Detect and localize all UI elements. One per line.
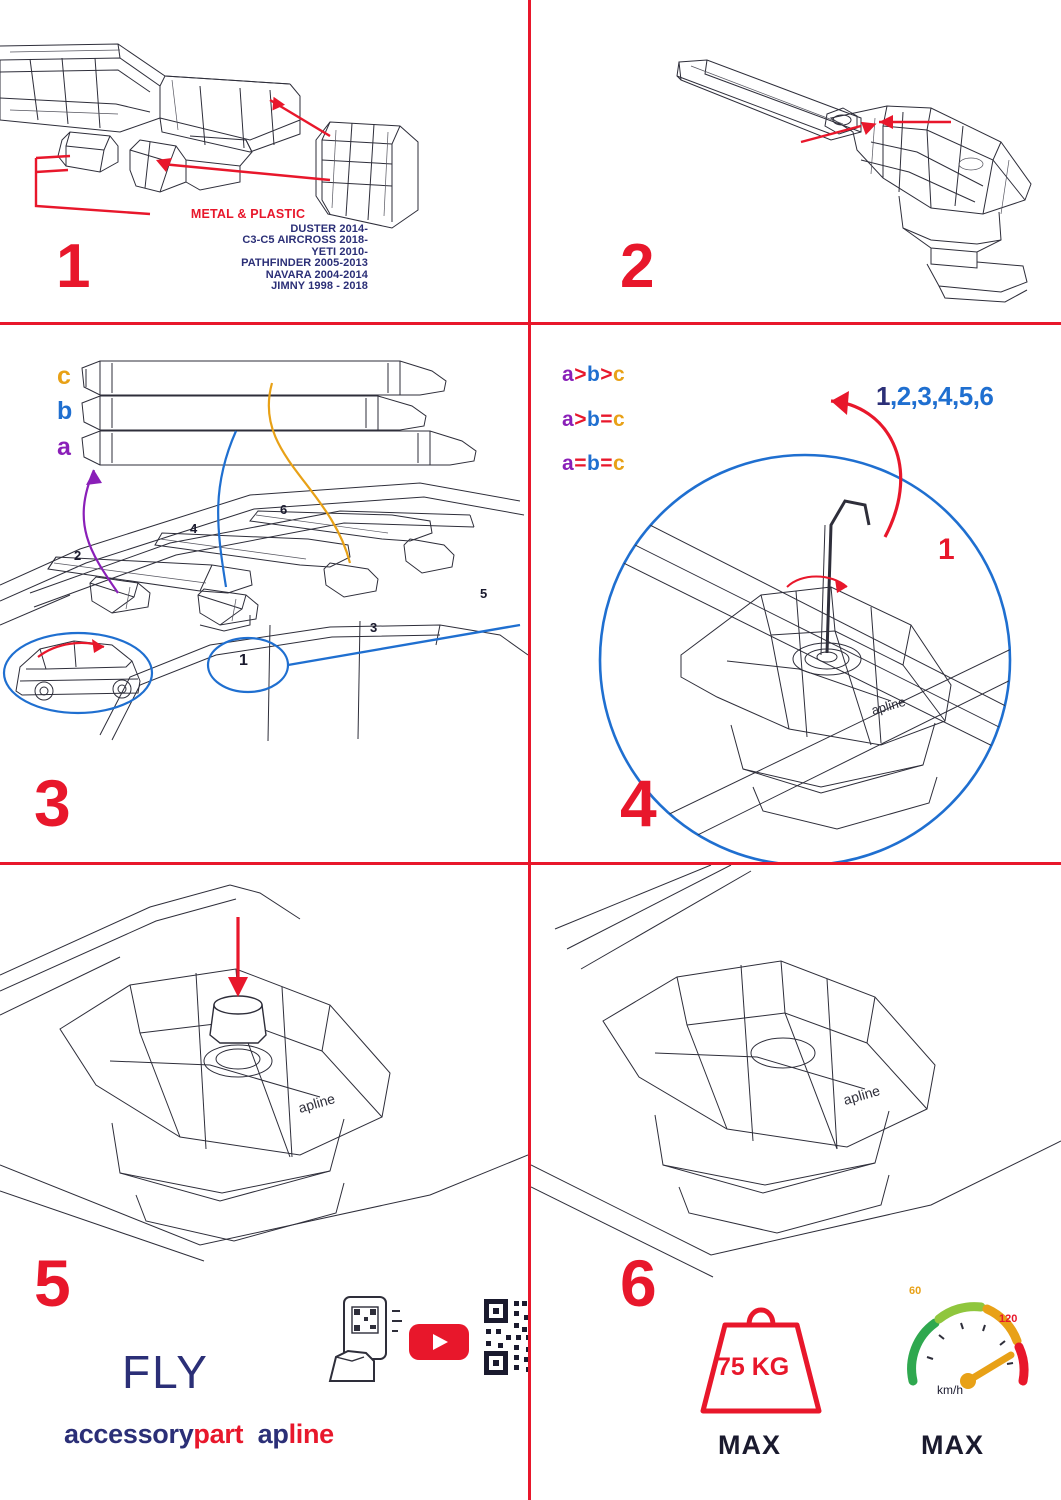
svg-text:apline: apline: [841, 1082, 882, 1108]
callout-1: 1: [239, 652, 248, 669]
bar-length-label-b: b: [57, 397, 73, 425]
step5-illustration: [0, 865, 528, 1295]
speed-tick-60: 60: [909, 1285, 922, 1297]
brand-lockup: [64, 1419, 334, 1450]
svg-text:apline: apline: [296, 1090, 337, 1116]
equation-2: a>b=c: [562, 408, 626, 431]
max-weight-value: 75 KG: [717, 1353, 790, 1381]
car-orientation-thumbnail: [4, 633, 152, 713]
step-number-4: 4: [620, 766, 655, 840]
speed-unit-label: km/h: [937, 1383, 964, 1397]
step-number-1: 1: [56, 232, 89, 301]
vehicle-compatibility-list: [108, 224, 368, 292]
brand-ap: ap: [257, 1419, 289, 1449]
callout-6: 6: [280, 502, 288, 517]
panel-step-2: [531, 0, 1061, 322]
vehicle-item: DUSTER 2014-: [290, 223, 368, 235]
bar-length-label-a: a: [57, 433, 71, 461]
bar-length-label-c: c: [57, 362, 71, 390]
max-speed-icon: [899, 1285, 1039, 1415]
svg-text:apline: apline: [869, 693, 908, 718]
panel-step-5: [0, 865, 528, 1500]
callout-5: 5: [480, 586, 488, 601]
step-number-5: 5: [34, 1246, 69, 1320]
sequence-first: 1: [876, 381, 890, 411]
youtube-icon[interactable]: [408, 1320, 470, 1364]
panel-step-1: [0, 0, 528, 322]
qr-code[interactable]: [480, 1295, 528, 1379]
detail-number-1: 1: [938, 533, 955, 566]
max-weight-label: MAX: [718, 1430, 781, 1460]
vehicle-item: C3-C5 AIRCROSS 2018-: [242, 234, 368, 247]
step-number-2: 2: [620, 232, 653, 301]
brand-accessory: accessory: [64, 1419, 194, 1449]
brand-line: line: [288, 1419, 334, 1449]
brand-fly: FLY: [122, 1346, 209, 1398]
panel-step-4: [531, 325, 1061, 862]
max-speed-label: MAX: [921, 1430, 984, 1460]
vehicle-item: YETI 2010-: [311, 245, 368, 258]
sequence-rest: ,2,3,4,5,6: [889, 381, 994, 411]
callout-4: 4: [190, 521, 198, 536]
step-number-3: 3: [34, 766, 69, 840]
callout-2: 2: [74, 548, 82, 563]
callout-3: 3: [370, 620, 378, 635]
end-cap: [210, 996, 266, 1043]
step6-illustration: [531, 865, 1061, 1285]
vehicle-item: PATHFINDER 2005-2013: [241, 257, 368, 270]
vehicle-item: NAVARA 2004-2014: [265, 268, 368, 281]
panel-step-6: [531, 865, 1061, 1500]
step3-illustration: [0, 325, 528, 862]
panel-step-3: [0, 325, 528, 862]
equation-3: a=b=c: [562, 452, 626, 475]
metal-plastic-caption: METAL & PLASTIC: [190, 207, 306, 221]
brand-part: part: [193, 1419, 244, 1449]
equation-1: a>b>c: [562, 363, 626, 386]
vehicle-item: JIMNY 1998 - 2018: [271, 280, 368, 293]
step2-illustration: [531, 0, 1061, 322]
detail-circle-marker: [208, 638, 288, 692]
sequence-label: [876, 381, 993, 412]
step-number-6: 6: [620, 1246, 655, 1320]
speed-tick-120: 120: [999, 1313, 1018, 1325]
